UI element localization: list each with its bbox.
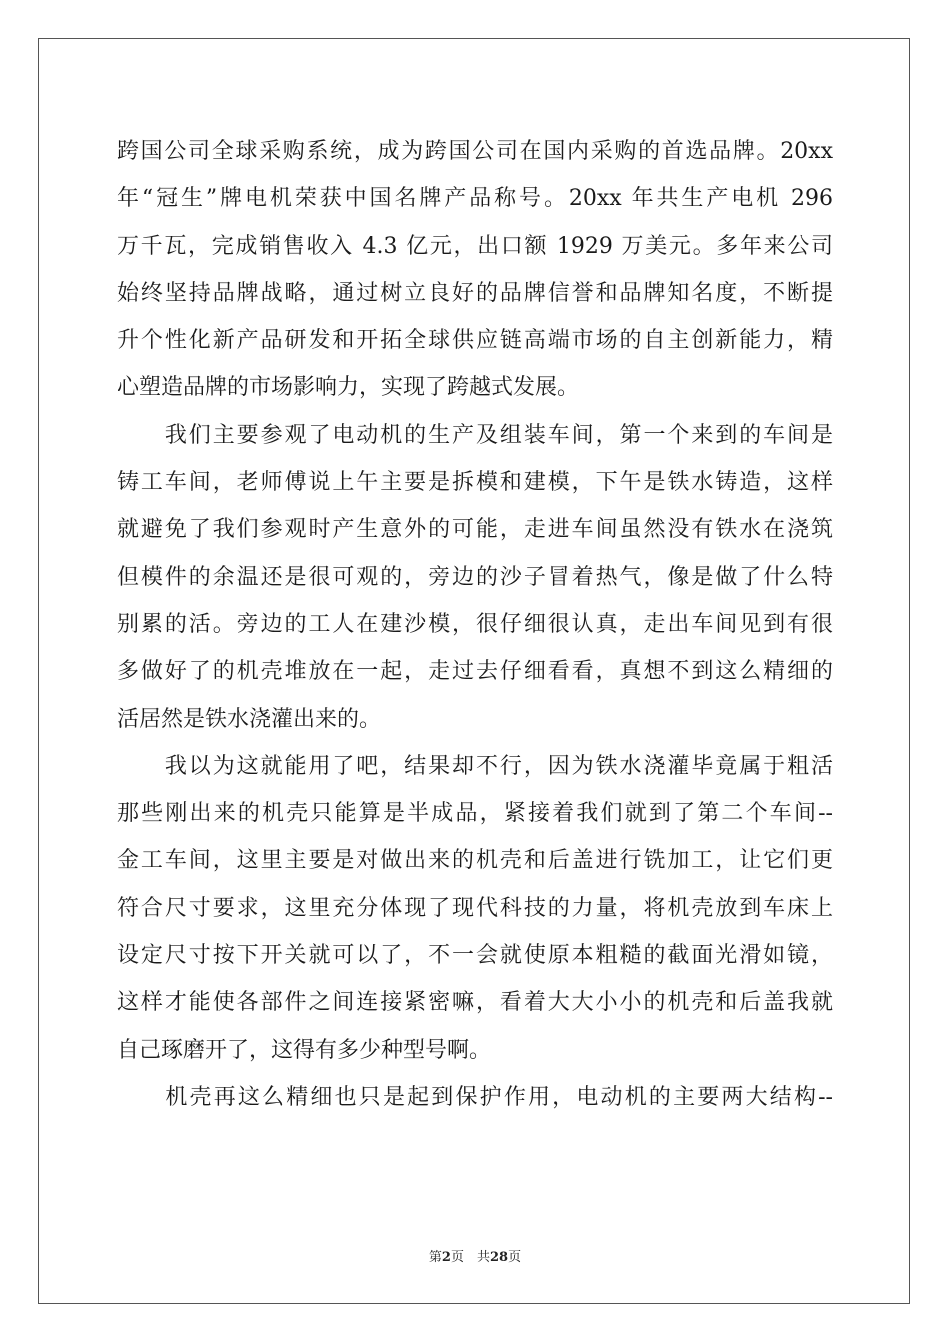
text-line: 金工车间，这里主要是对做出来的机壳和后盖进行铣加工，让它们更 — [117, 848, 833, 874]
text-line: 心塑造品牌的市场影响力，实现了跨越式发展。 — [117, 375, 580, 401]
text-line: 设定尺寸按下开关就可以了，不一会就使原本粗糙的截面光滑如镜， — [117, 943, 833, 969]
text-line: 年“冠生”牌电机荣获中国名牌产品称号。20xx 年共生产电机 296 — [117, 186, 833, 212]
text-line: 别累的活。旁边的工人在建沙模，很仔细很认真，走出车间见到有很 — [117, 611, 833, 637]
text-line: 但模件的余温还是很可观的，旁边的沙子冒着热气，像是做了什么特 — [117, 564, 833, 590]
text-line: 铸工车间，老师傅说上午主要是拆模和建模，下午是铁水铸造，这样 — [117, 470, 833, 496]
text-line: 跨国公司全球采购系统，成为跨国公司在国内采购的首选品牌。20xx — [117, 139, 833, 164]
text-line: 那些刚出来的机壳只能算是半成品，紧接着我们就到了第二个车间-- — [117, 801, 833, 827]
total-page-count: 28 — [489, 1250, 509, 1265]
page-footer — [0, 1246, 950, 1265]
text-line: 始终坚持品牌战略，通过树立良好的品牌信誉和品牌知名度，不断提 — [117, 280, 833, 306]
text-line: 升个性化新产品研发和开拓全球供应链高端市场的自主创新能力，精 — [117, 328, 833, 354]
text-line: 机壳再这么精细也只是起到保护作用，电动机的主要两大结构-- — [117, 1084, 833, 1110]
text-line: 这样才能使各部件之间连接紧密嘛，看着大大小小的机壳和后盖我就 — [117, 990, 833, 1016]
text-line: 自己琢磨开了，这得有多少种型号啊。 — [117, 1037, 492, 1063]
text-line: 符合尺寸要求，这里充分体现了现代科技的力量，将机壳放到车床上 — [117, 895, 833, 921]
text-line: 就避免了我们参观时产生意外的可能，走进车间虽然没有铁水在浇筑 — [117, 517, 833, 543]
document-body — [117, 128, 833, 1121]
text-line: 活居然是铁水浇灌出来的。 — [117, 706, 382, 732]
footer-suffix: 页 — [508, 1250, 522, 1265]
text-line: 万千瓦，完成销售收入 4.3 亿元，出口额 1929 万美元。多年来公司 — [117, 233, 833, 259]
footer-middle: 页 共 — [450, 1250, 490, 1265]
text-line: 我以为这就能用了吧，结果却不行，因为铁水浇灌毕竟属于粗活 — [117, 753, 833, 779]
text-line: 多做好了的机壳堆放在一起，走过去仔细看看，真想不到这么精细的 — [117, 659, 833, 685]
current-page-number: 2 — [441, 1250, 451, 1265]
text-line: 我们主要参观了电动机的生产及组装车间，第一个来到的车间是 — [117, 422, 833, 448]
footer-prefix: 第 — [428, 1250, 442, 1265]
